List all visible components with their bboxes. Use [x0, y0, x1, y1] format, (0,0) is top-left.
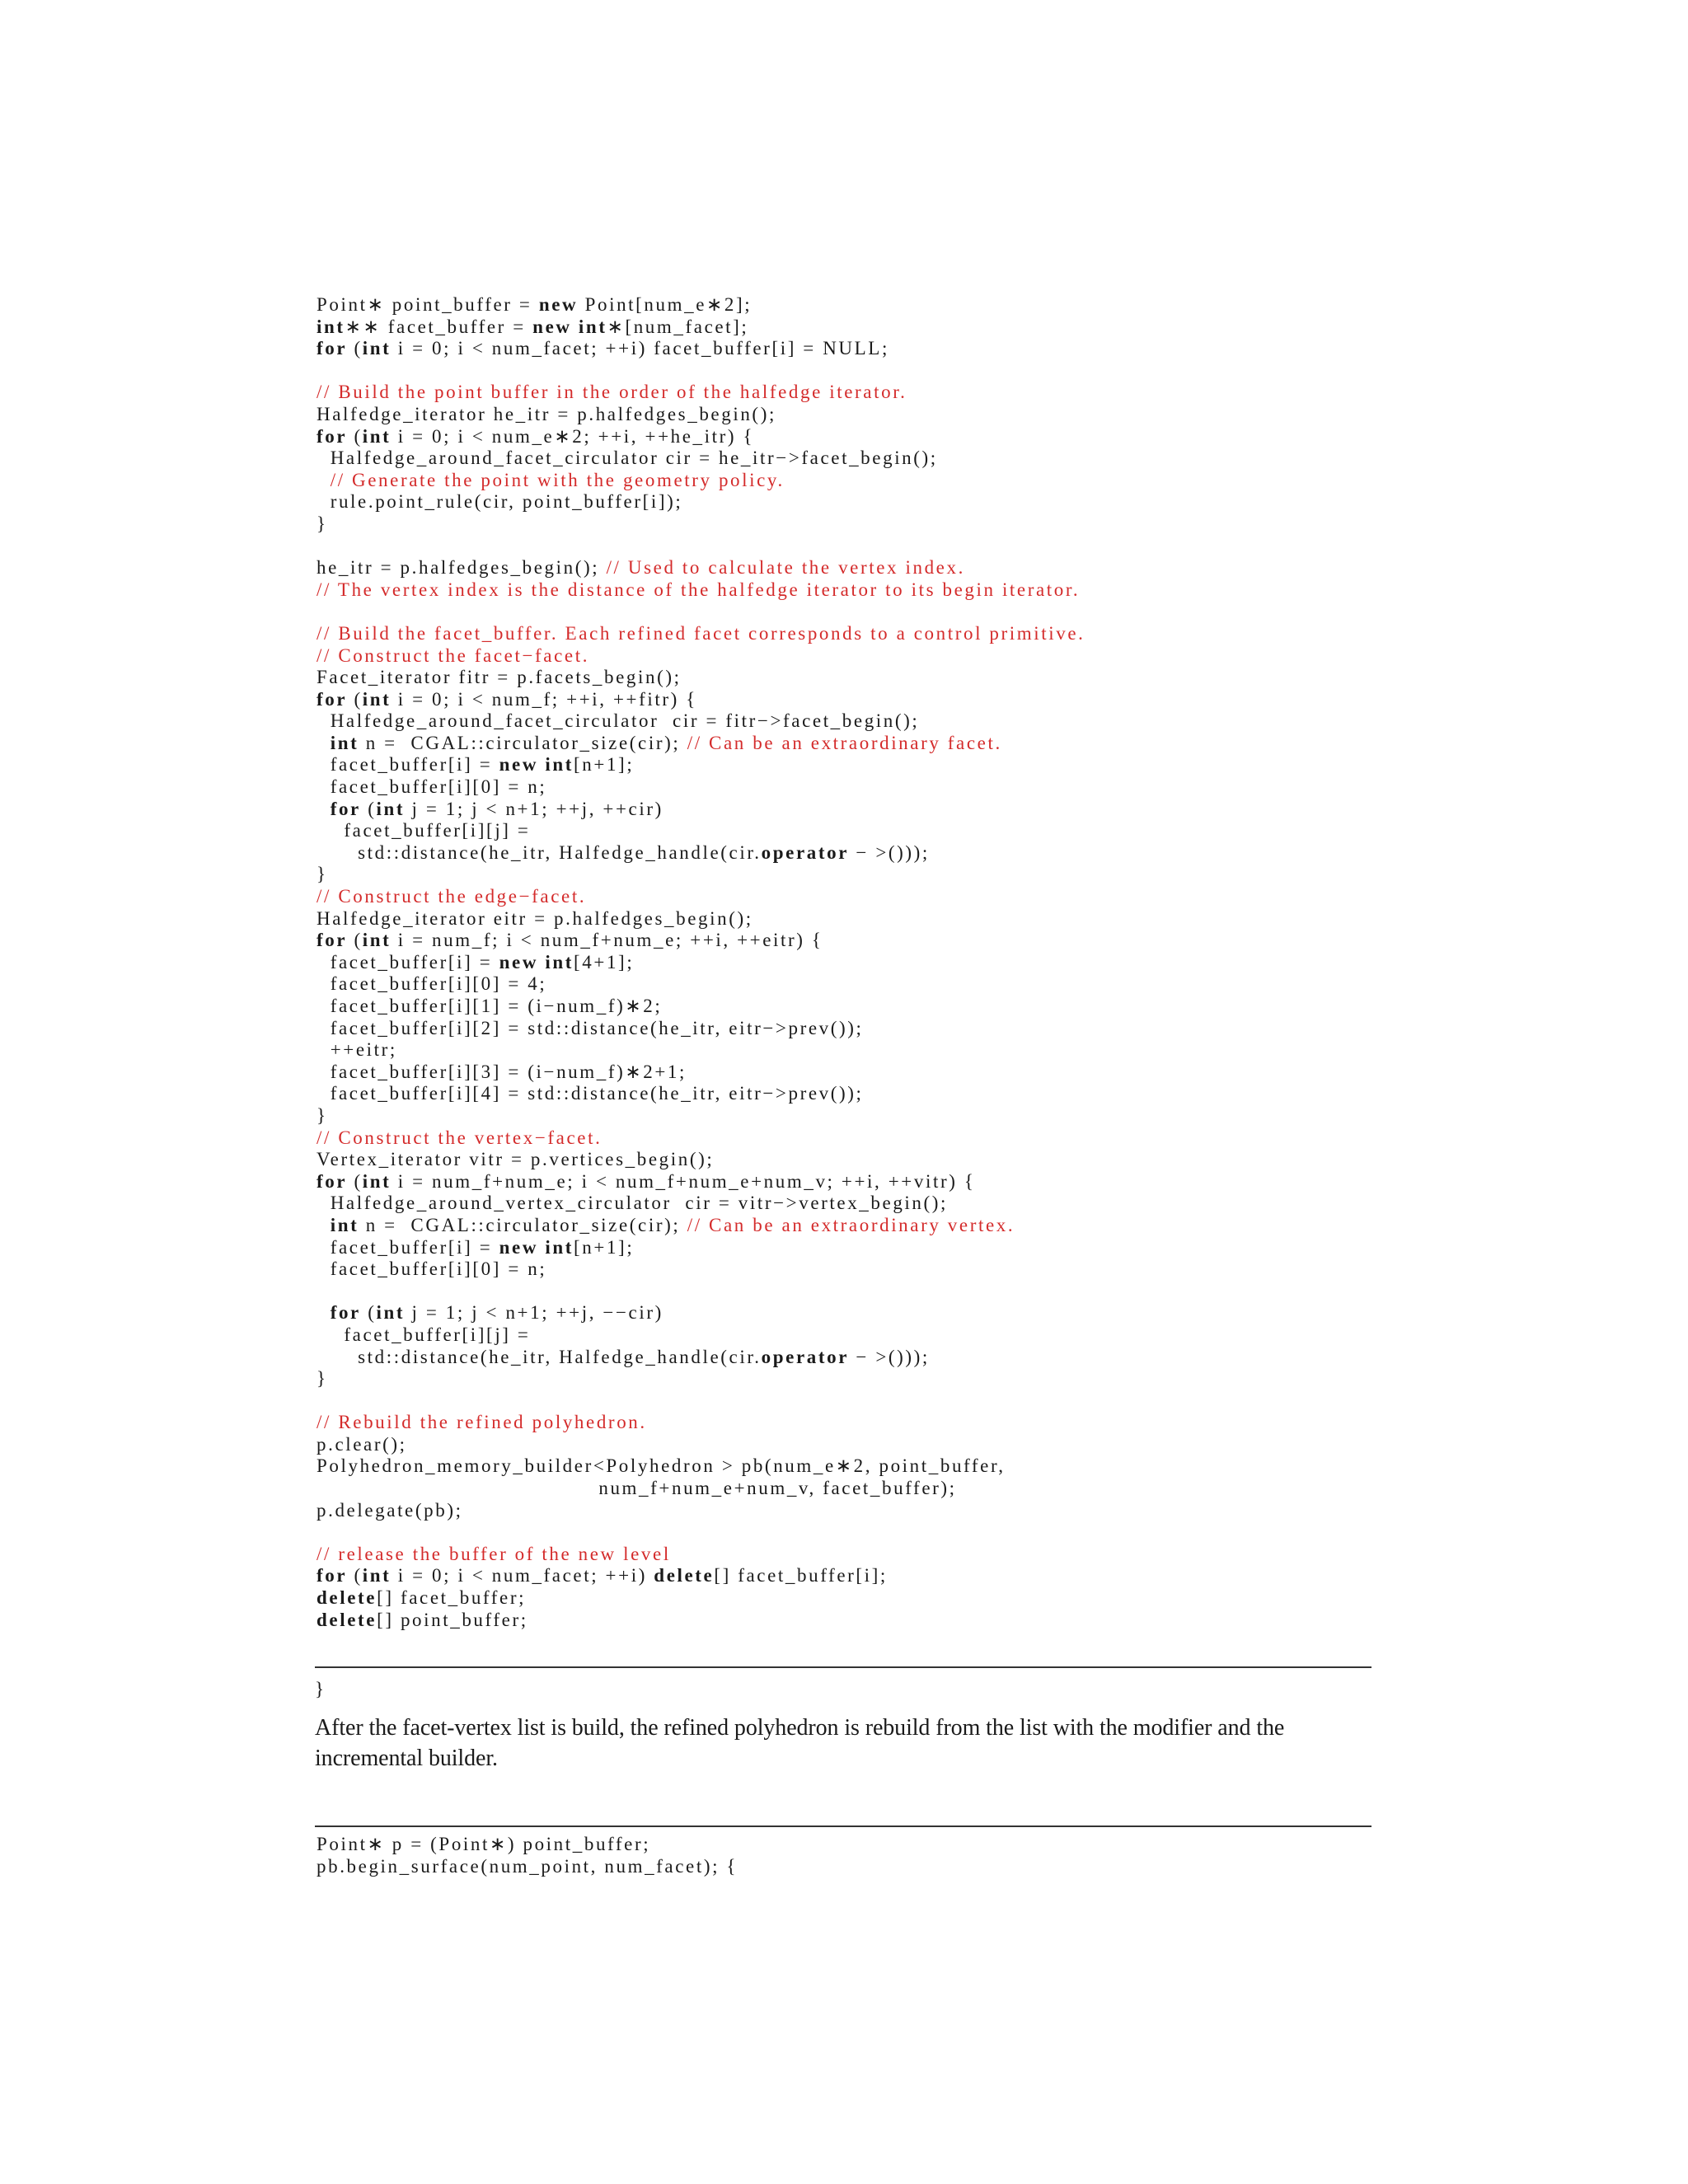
- code-text: − >()));: [849, 1346, 930, 1367]
- code-line: [316, 513, 1372, 536]
- code-line: [316, 294, 1372, 316]
- code-line: [316, 579, 1372, 602]
- code-line: [316, 1347, 1372, 1369]
- code-comment: // Can be an extraordinary vertex.: [687, 1214, 1015, 1235]
- code-text: (: [347, 1565, 363, 1586]
- code-text: facet_buffer[i][0] = n;: [316, 1258, 547, 1280]
- code-text: i = num_f+num_e; i < num_f+num_e+num_v; ++i, ++vitr) {: [391, 1170, 976, 1192]
- code-text: he_itr = p.halfedges_begin();: [316, 557, 607, 579]
- code-keyword: operator: [761, 1346, 850, 1367]
- code-text: (: [360, 1302, 377, 1324]
- code-text: n = CGAL::circulator_size(cir);: [359, 1214, 687, 1235]
- code-text: [4+1];: [574, 951, 635, 972]
- code-comment: // Used to calculate the vertex index.: [606, 557, 965, 579]
- code-text: num_f+num_e+num_v, facet_buffer);: [316, 1478, 957, 1499]
- code-keyword: for: [316, 1170, 348, 1192]
- code-keyword: new: [538, 294, 579, 315]
- code-line: [316, 426, 1372, 448]
- code-text: Point∗ point_buffer =: [316, 294, 539, 315]
- code-keyword: int: [362, 688, 392, 710]
- code-text: Halfedge_iterator eitr = p.halfedges_begin();: [316, 907, 753, 929]
- code-line: [316, 1856, 1372, 1878]
- body-paragraph: After the facet-vertex list is build, the refined polyhedron is rebuild from the list with the modifier and the incremental builder.: [315, 1715, 1285, 1771]
- code-comment: // Generate the point with the geometry policy.: [316, 469, 785, 490]
- code-keyword: int: [330, 732, 359, 753]
- code-text: std::distance(he_itr, Halfedge_handle(cir.: [316, 841, 762, 863]
- code-text: i = 0; i < num_facet; ++i) facet_buffer[i] = NULL;: [391, 338, 889, 359]
- code-keyword: for: [330, 1302, 361, 1324]
- code-text: Halfedge_around_facet_circulator cir = fitr−>facet_begin();: [316, 710, 920, 732]
- code-text: [n+1];: [574, 754, 635, 776]
- code-text: p.clear();: [316, 1433, 407, 1455]
- code-line: [316, 404, 1372, 426]
- code-line: [316, 1834, 1372, 1856]
- code-line: }: [315, 1679, 326, 1699]
- code-text: i = num_f; i < num_f+num_e; ++i, ++eitr) {: [391, 930, 823, 951]
- code-line: [316, 973, 1372, 996]
- code-text: n = CGAL::circulator_size(cir);: [359, 732, 687, 753]
- code-comment: // Can be an extraordinary facet.: [687, 732, 1002, 753]
- code-text: Halfedge_around_facet_circulator cir = he_itr−>facet_begin();: [316, 448, 938, 469]
- code-keyword: int: [330, 1214, 359, 1235]
- code-line: [316, 1368, 1372, 1390]
- code-line: [316, 689, 1372, 711]
- code-line: [316, 776, 1372, 799]
- code-listing-main: [316, 294, 1372, 1631]
- code-text: [] facet_buffer[i];: [714, 1565, 888, 1586]
- code-text: facet_buffer[i] =: [316, 754, 499, 776]
- code-line: [316, 1565, 1372, 1587]
- code-text: p.delegate(pb);: [316, 1499, 463, 1521]
- code-keyword: int: [362, 425, 392, 447]
- code-text: Polyhedron_memory_builder<Polyhedron > pb(num_e∗2, point_buffer,: [316, 1455, 1006, 1477]
- code-line: [316, 667, 1372, 689]
- code-line: [316, 470, 1372, 492]
- code-text: (: [347, 338, 363, 359]
- code-line: [316, 930, 1372, 952]
- code-keyword: for: [316, 1565, 348, 1586]
- code-line: [316, 1544, 1372, 1566]
- code-text: [316, 799, 331, 819]
- code-line: [316, 1215, 1372, 1237]
- code-text: ++eitr;: [316, 1039, 397, 1061]
- code-keyword: int: [362, 1170, 392, 1192]
- code-text: }: [316, 1104, 328, 1126]
- code-comment: // Construct the vertex−facet.: [316, 1127, 603, 1148]
- code-line: [316, 1281, 1372, 1303]
- code-line: [316, 1171, 1372, 1193]
- code-comment: // release the buffer of the new level: [316, 1543, 671, 1564]
- code-keyword: for: [316, 688, 348, 710]
- code-keyword: delete: [316, 1587, 377, 1609]
- code-line: [316, 1587, 1372, 1610]
- code-line: [316, 1127, 1372, 1150]
- code-text: [] point_buffer;: [377, 1609, 528, 1630]
- code-line: [316, 820, 1372, 842]
- code-text: Point[num_e∗2];: [578, 294, 753, 315]
- code-line: [316, 557, 1372, 579]
- code-text: [316, 1215, 331, 1235]
- code-line: [316, 1062, 1372, 1084]
- code-line: [316, 1018, 1372, 1040]
- code-text: facet_buffer[i][2] = std::distance(he_itr, eitr−>prev());: [316, 1017, 864, 1038]
- code-text: facet_buffer[i][j] =: [316, 1324, 531, 1345]
- code-keyword: for: [330, 798, 361, 819]
- code-line: [316, 1193, 1372, 1215]
- code-line: [316, 491, 1372, 513]
- code-text: }: [316, 513, 328, 534]
- code-keyword: delete: [316, 1609, 377, 1630]
- code-line: [316, 601, 1372, 623]
- code-text: Vertex_iterator vitr = p.vertices_begin();: [316, 1149, 715, 1170]
- code-text: − >()));: [849, 841, 930, 863]
- code-line: [316, 1324, 1372, 1347]
- code-line: [316, 1039, 1372, 1062]
- code-text: facet_buffer[i][0] = n;: [316, 776, 547, 798]
- code-text: i = 0; i < num_f; ++i, ++fitr) {: [391, 688, 697, 710]
- code-text: std::distance(he_itr, Halfedge_handle(cir.: [316, 1346, 762, 1367]
- code-line: [316, 1083, 1372, 1105]
- code-keyword: for: [316, 930, 348, 951]
- code-text: facet_buffer[i] =: [316, 951, 499, 972]
- code-line: [316, 1478, 1372, 1500]
- code-text: facet_buffer[i] =: [316, 1236, 499, 1258]
- code-line: [316, 1302, 1372, 1324]
- code-line: [316, 886, 1372, 908]
- code-line: [316, 382, 1372, 404]
- code-line: [316, 1149, 1372, 1171]
- code-keyword: new int: [499, 754, 574, 776]
- code-keyword: int: [362, 930, 392, 951]
- code-comment: // Build the facet_buffer. Each refined facet corresponds to a control primitive.: [316, 622, 1085, 644]
- code-comment: // Build the point buffer in the order of the halfedge iterator.: [316, 382, 907, 403]
- code-text: i = 0; i < num_e∗2; ++i, ++he_itr) {: [391, 425, 755, 447]
- code-line: [316, 996, 1372, 1018]
- code-text: pb.begin_surface(num_point, num_facet); {: [316, 1855, 738, 1877]
- code-text: ∗∗ facet_buffer =: [345, 316, 533, 337]
- code-keyword: operator: [761, 841, 850, 863]
- code-line: [316, 799, 1372, 821]
- code-text: (: [347, 688, 363, 710]
- code-text: Facet_iterator fitr = p.facets_begin();: [316, 667, 682, 688]
- code-text: facet_buffer[i][1] = (i−num_f)∗2;: [316, 996, 663, 1016]
- code-text: Halfedge_iterator he_itr = p.halfedges_begin();: [316, 403, 776, 424]
- code-keyword: delete: [654, 1565, 715, 1586]
- code-text: j = 1; j < n+1; ++j, −−cir): [405, 1302, 663, 1324]
- code-comment: // Rebuild the refined polyhedron.: [316, 1412, 647, 1433]
- code-text: (: [360, 798, 377, 819]
- code-keyword: for: [316, 425, 348, 447]
- code-text: facet_buffer[i][4] = std::distance(he_itr, eitr−>prev());: [316, 1083, 864, 1104]
- code-bottom-rule: [315, 1666, 1372, 1668]
- code-text: facet_buffer[i][j] =: [316, 820, 531, 841]
- code-keyword: new int: [499, 951, 574, 972]
- code-text: (: [347, 930, 363, 951]
- code-line: [316, 1500, 1372, 1522]
- code-text: Point∗ p = (Point∗) point_buffer;: [316, 1834, 651, 1854]
- code-keyword: int: [376, 1302, 406, 1324]
- code-line: [316, 645, 1372, 668]
- code-line: [316, 1258, 1372, 1281]
- code-line: [316, 623, 1372, 645]
- code-keyword: int: [316, 316, 345, 337]
- code-line: [316, 1521, 1372, 1544]
- code-comment: // The vertex index is the distance of the halfedge iterator to its begin iterator.: [316, 579, 1081, 600]
- code-line: [316, 1610, 1372, 1632]
- code-text: [316, 733, 331, 753]
- code-text: Halfedge_around_vertex_circulator cir = vitr−>vertex_begin();: [316, 1193, 949, 1214]
- code-keyword: int: [362, 1565, 392, 1586]
- code-line: [316, 842, 1372, 865]
- code-text: (: [347, 425, 363, 447]
- code-text: i = 0; i < num_facet; ++i): [391, 1565, 654, 1586]
- code-keyword: int: [376, 798, 406, 819]
- code-comment: // Construct the edge−facet.: [316, 886, 587, 907]
- code-keyword: for: [316, 338, 348, 359]
- code-line: [316, 908, 1372, 930]
- code-text: [n+1];: [574, 1236, 635, 1258]
- code-keyword: int: [362, 338, 392, 359]
- code-listing-secondary: [316, 1834, 1372, 1877]
- code-keyword: new int: [499, 1236, 574, 1258]
- code-text: j = 1; j < n+1; ++j, ++cir): [405, 798, 663, 819]
- code-text: facet_buffer[i][0] = 4;: [316, 973, 547, 995]
- code-text: [] facet_buffer;: [377, 1587, 527, 1609]
- code-line: [316, 733, 1372, 755]
- code-line: [316, 952, 1372, 974]
- closing-brace: [315, 1636, 1370, 1722]
- code-text: (: [347, 1170, 363, 1192]
- code-line: [316, 360, 1372, 382]
- code-line: [316, 754, 1372, 776]
- code-text: ∗[num_facet];: [607, 316, 749, 337]
- code-text: }: [316, 864, 328, 885]
- code-line: [316, 1434, 1372, 1456]
- code-top-rule: [315, 1825, 1372, 1827]
- code-text: rule.point_rule(cir, point_buffer[i]);: [316, 491, 683, 513]
- code-line: [316, 1237, 1372, 1259]
- code-comment: // Construct the facet−facet.: [316, 644, 590, 666]
- code-line: [316, 864, 1372, 886]
- code-line: [316, 448, 1372, 470]
- code-text: }: [316, 1368, 328, 1390]
- code-line: [316, 1390, 1372, 1413]
- code-text: [316, 1302, 331, 1323]
- code-line: [316, 1455, 1372, 1478]
- code-line: [316, 1105, 1372, 1127]
- code-line: [316, 338, 1372, 360]
- code-text: facet_buffer[i][3] = (i−num_f)∗2+1;: [316, 1061, 687, 1082]
- code-line: [316, 536, 1372, 558]
- code-line: [316, 1412, 1372, 1434]
- code-line: [316, 316, 1372, 339]
- code-keyword: new int: [532, 316, 607, 337]
- code-line: [316, 710, 1372, 733]
